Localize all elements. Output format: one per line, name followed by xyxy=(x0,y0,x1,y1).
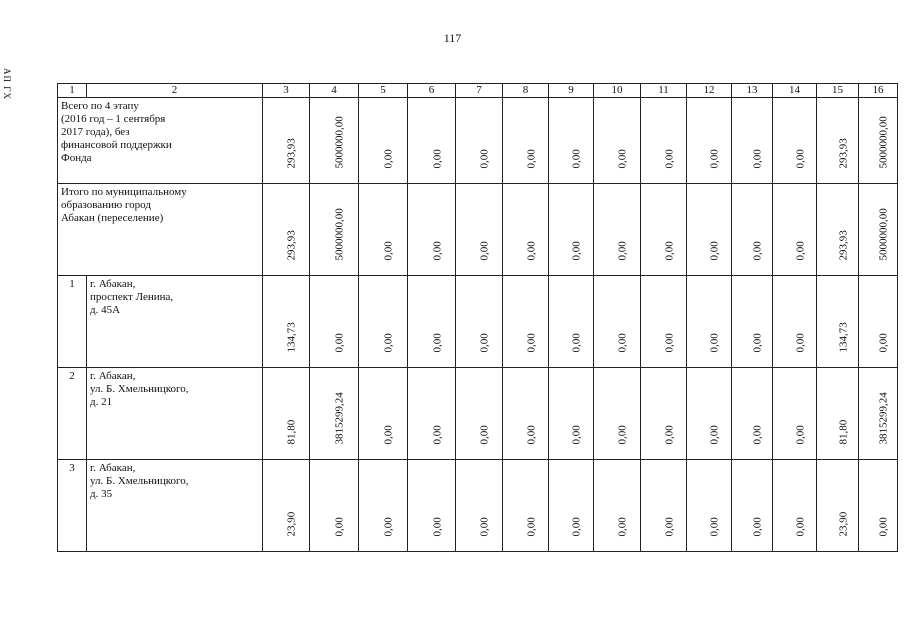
header-cell: 11 xyxy=(641,84,687,98)
value-cell xyxy=(503,368,549,460)
value-text: 0,00 xyxy=(751,149,764,169)
header-cell: 15 xyxy=(817,84,859,98)
header-cell: 3 xyxy=(263,84,310,98)
summary-name-line: Всего по 4 этапу xyxy=(61,100,139,112)
header-cell: 16 xyxy=(859,84,898,98)
summary-name-line: (2016 год – 1 сентября xyxy=(61,113,166,125)
value-cell xyxy=(456,98,503,184)
value-cell xyxy=(263,460,310,552)
value-text: 3815299,24 xyxy=(333,392,346,445)
value-cell xyxy=(594,276,641,368)
summary-name-line: 2017 года), без xyxy=(61,126,130,138)
value-text: 0,00 xyxy=(708,241,721,261)
address-line: г. Абакан, xyxy=(90,462,136,474)
value-text: 134,73 xyxy=(285,322,298,353)
value-text: 81,80 xyxy=(837,419,849,445)
value-cell xyxy=(408,276,456,368)
value-cell xyxy=(687,460,732,552)
value-cell xyxy=(641,276,687,368)
value-cell xyxy=(773,98,817,184)
value-cell xyxy=(456,368,503,460)
summary-name-line: финансовой поддержки xyxy=(61,139,172,151)
value-text: 0,00 xyxy=(794,425,806,445)
value-cell xyxy=(641,98,687,184)
value-text: 0,00 xyxy=(431,333,443,353)
summary-name-cell xyxy=(58,98,263,184)
header-cell: 13 xyxy=(732,84,773,98)
value-cell xyxy=(310,184,359,276)
value-text: 0,00 xyxy=(751,425,764,445)
value-text: 0,00 xyxy=(877,517,890,537)
value-cell xyxy=(503,184,549,276)
value-cell xyxy=(359,368,408,460)
value-cell xyxy=(503,98,549,184)
value-cell xyxy=(817,460,859,552)
value-text: 0,00 xyxy=(431,149,443,169)
value-text: 0,00 xyxy=(382,517,395,537)
value-text: 0,00 xyxy=(431,517,443,537)
value-text: 81,80 xyxy=(285,419,298,445)
value-text: 0,00 xyxy=(570,517,583,537)
value-cell xyxy=(773,184,817,276)
address-line: д. 21 xyxy=(90,396,113,408)
value-cell xyxy=(310,98,359,184)
value-cell xyxy=(732,368,773,460)
header-cell: 10 xyxy=(594,84,641,98)
address-line: ул. Б. Хмельницкого, xyxy=(90,383,189,395)
value-text: 0,00 xyxy=(478,241,491,261)
value-text: 0,00 xyxy=(616,241,629,261)
value-text: 23,90 xyxy=(285,511,298,537)
value-cell xyxy=(859,460,898,552)
value-cell xyxy=(641,368,687,460)
value-cell xyxy=(594,184,641,276)
value-cell xyxy=(310,460,359,552)
value-cell xyxy=(859,276,898,368)
value-text: 0,00 xyxy=(708,425,721,445)
value-cell xyxy=(456,276,503,368)
value-cell xyxy=(359,276,408,368)
value-text: 0,00 xyxy=(570,241,583,261)
value-text: 0,00 xyxy=(570,149,583,169)
header-cell: 5 xyxy=(359,84,408,98)
value-text: 0,00 xyxy=(663,149,675,169)
value-cell xyxy=(503,276,549,368)
row-number-cell: 2 xyxy=(58,368,87,460)
value-text: 0,00 xyxy=(478,425,491,445)
summary-row xyxy=(58,98,898,184)
value-cell xyxy=(408,460,456,552)
header-cell: 7 xyxy=(456,84,503,98)
value-cell xyxy=(773,460,817,552)
value-text: 0,00 xyxy=(570,425,583,445)
value-text: 134,73 xyxy=(837,322,849,353)
value-text: 0,00 xyxy=(431,425,443,445)
value-text: 293,93 xyxy=(285,230,298,261)
row-number-cell: 1 xyxy=(58,276,87,368)
value-text: 0,00 xyxy=(382,425,395,445)
value-cell xyxy=(549,368,594,460)
address-line: д. 45А xyxy=(90,304,121,316)
value-text: 0,00 xyxy=(570,333,583,353)
value-text: 0,00 xyxy=(751,241,764,261)
value-cell xyxy=(594,460,641,552)
address-line: проспект Ленина, xyxy=(90,291,174,303)
value-text: 0,00 xyxy=(616,333,629,353)
value-cell xyxy=(732,460,773,552)
value-text: 0,00 xyxy=(525,241,537,261)
value-text: 0,00 xyxy=(751,517,764,537)
value-text: 0,00 xyxy=(333,517,346,537)
value-text: 0,00 xyxy=(663,517,675,537)
value-cell xyxy=(310,276,359,368)
value-cell xyxy=(263,98,310,184)
address-cell xyxy=(87,460,263,552)
margin-note: АП ГХ xyxy=(2,68,12,100)
value-cell xyxy=(359,98,408,184)
value-text: 0,00 xyxy=(751,333,764,353)
header-cell: 1 xyxy=(58,84,87,98)
value-text: 0,00 xyxy=(794,149,806,169)
value-cell xyxy=(817,368,859,460)
header-cell: 2 xyxy=(87,84,263,98)
value-cell xyxy=(773,276,817,368)
value-text: 0,00 xyxy=(333,333,346,353)
value-text: 293,93 xyxy=(837,230,849,261)
value-text: 5000000,00 xyxy=(333,208,346,261)
value-text: 0,00 xyxy=(382,241,395,261)
summary-name-line: Абакан (переселение) xyxy=(61,212,164,224)
value-text: 0,00 xyxy=(525,333,537,353)
value-cell xyxy=(359,184,408,276)
summary-name-cell xyxy=(58,184,263,276)
value-text: 0,00 xyxy=(708,149,721,169)
header-cell: 14 xyxy=(773,84,817,98)
header-row xyxy=(58,84,898,98)
value-text: 0,00 xyxy=(616,149,629,169)
value-text: 0,00 xyxy=(663,425,675,445)
value-text: 0,00 xyxy=(382,333,395,353)
value-cell xyxy=(859,98,898,184)
value-text: 0,00 xyxy=(616,425,629,445)
value-text: 0,00 xyxy=(525,425,537,445)
value-cell xyxy=(687,276,732,368)
value-cell xyxy=(456,184,503,276)
value-cell xyxy=(773,368,817,460)
value-cell xyxy=(859,368,898,460)
table-row xyxy=(58,276,898,368)
value-text: 0,00 xyxy=(663,241,675,261)
value-cell xyxy=(641,184,687,276)
value-text: 0,00 xyxy=(877,333,890,353)
data-table xyxy=(57,83,898,552)
value-text: 0,00 xyxy=(478,333,491,353)
value-cell xyxy=(594,368,641,460)
value-cell xyxy=(859,184,898,276)
value-text: 0,00 xyxy=(708,333,721,353)
value-cell xyxy=(549,460,594,552)
value-cell xyxy=(456,460,503,552)
address-cell xyxy=(87,368,263,460)
value-text: 0,00 xyxy=(794,333,806,353)
value-text: 0,00 xyxy=(794,241,806,261)
value-cell xyxy=(732,276,773,368)
header-cell: 6 xyxy=(408,84,456,98)
table-row xyxy=(58,368,898,460)
value-cell xyxy=(408,184,456,276)
header-cell: 12 xyxy=(687,84,732,98)
value-cell xyxy=(594,98,641,184)
value-text: 0,00 xyxy=(431,241,443,261)
value-text: 0,00 xyxy=(525,149,537,169)
address-line: ул. Б. Хмельницкого, xyxy=(90,475,189,487)
summary-name-line: Фонда xyxy=(61,152,92,164)
summary-name-line: Итого по муниципальному xyxy=(61,186,187,198)
address-cell xyxy=(87,276,263,368)
value-text: 0,00 xyxy=(478,517,491,537)
value-cell xyxy=(310,368,359,460)
value-text: 3815299,24 xyxy=(877,392,890,445)
table-row xyxy=(58,460,898,552)
value-cell xyxy=(263,184,310,276)
value-text: 0,00 xyxy=(616,517,629,537)
value-text: 0,00 xyxy=(525,517,537,537)
value-cell xyxy=(408,98,456,184)
page-number: 117 xyxy=(443,31,462,45)
value-text: 5000000,00 xyxy=(877,208,890,261)
value-text: 0,00 xyxy=(708,517,721,537)
address-line: д. 35 xyxy=(90,488,113,500)
summary-name-line: образованию город xyxy=(61,199,151,211)
address-line: г. Абакан, xyxy=(90,370,136,382)
row-number-cell: 3 xyxy=(58,460,87,552)
value-text: 0,00 xyxy=(478,149,491,169)
summary-row xyxy=(58,184,898,276)
value-cell xyxy=(817,98,859,184)
value-cell xyxy=(359,460,408,552)
header-cell: 4 xyxy=(310,84,359,98)
value-cell xyxy=(503,460,549,552)
value-cell xyxy=(263,368,310,460)
header-cell: 8 xyxy=(503,84,549,98)
address-line: г. Абакан, xyxy=(90,278,136,290)
value-cell xyxy=(732,98,773,184)
value-text: 293,93 xyxy=(837,138,849,169)
value-cell xyxy=(641,460,687,552)
value-text: 293,93 xyxy=(285,138,298,169)
value-text: 5000000,00 xyxy=(877,116,890,169)
value-text: 5000000,00 xyxy=(333,116,346,169)
value-cell xyxy=(687,184,732,276)
value-text: 23,90 xyxy=(837,511,849,537)
value-cell xyxy=(408,368,456,460)
value-cell xyxy=(687,98,732,184)
value-cell xyxy=(687,368,732,460)
value-cell xyxy=(817,184,859,276)
value-cell xyxy=(817,276,859,368)
value-cell xyxy=(263,276,310,368)
value-cell xyxy=(549,276,594,368)
value-text: 0,00 xyxy=(663,333,675,353)
value-cell xyxy=(549,98,594,184)
value-text: 0,00 xyxy=(382,149,395,169)
value-cell xyxy=(549,184,594,276)
header-cell: 9 xyxy=(549,84,594,98)
value-cell xyxy=(732,184,773,276)
value-text: 0,00 xyxy=(794,517,806,537)
